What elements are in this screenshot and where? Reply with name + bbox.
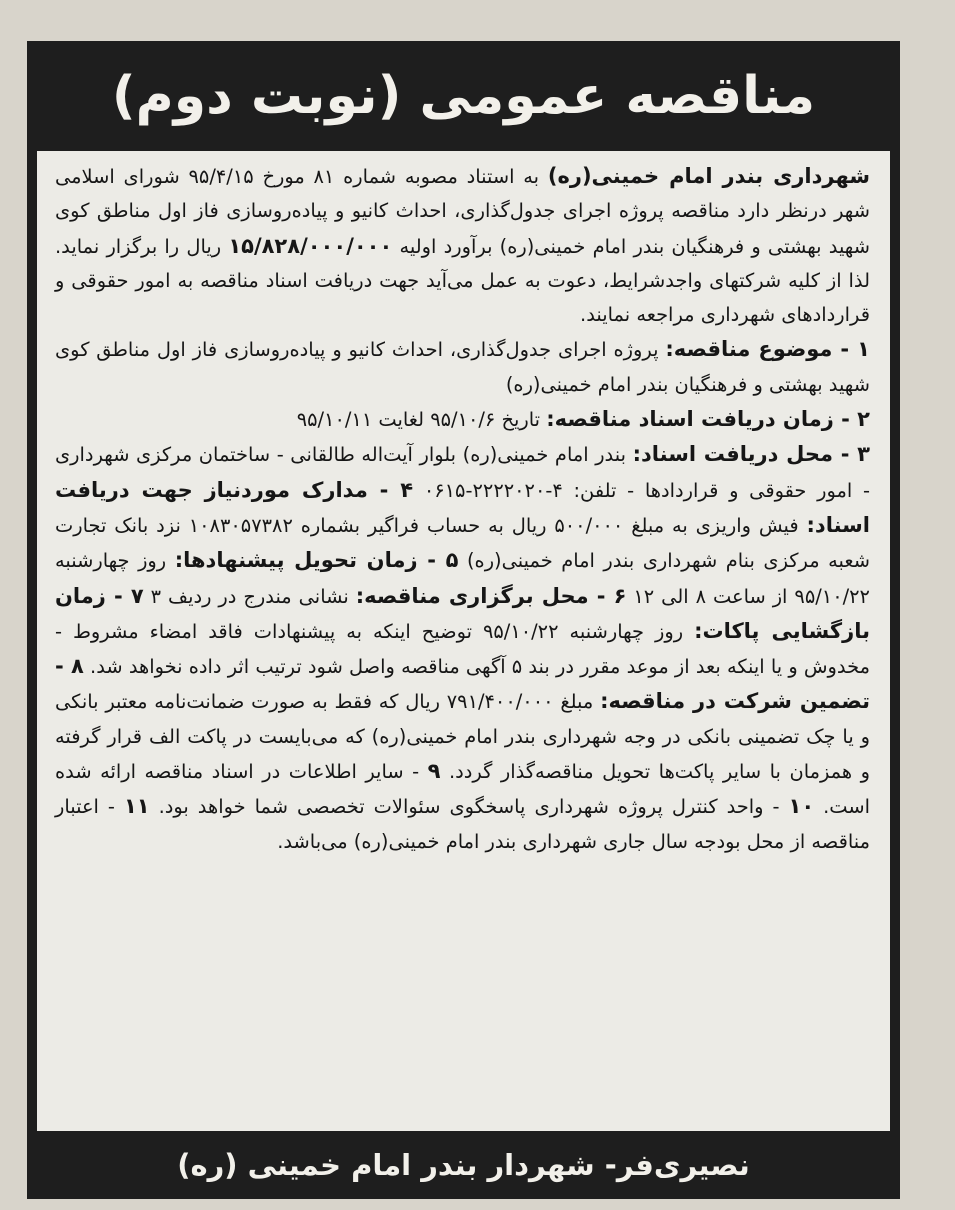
intro-organization: شهرداری بندر امام خمینی(ره) xyxy=(547,164,870,188)
item-text: بندر امام خمینی(ره) بلوار آیت‌اله طالقانی - ساختمان مرکزی شهرداری - امور حقوقی و قراردادها - تلفن: ۴-۲۲۲۲۰۲۰-۰۶۱۵ xyxy=(55,443,870,502)
item-label: ۹ xyxy=(427,759,441,784)
item-label: ۵ - زمان تحویل پیشنهادها: xyxy=(174,548,459,573)
mayor-signature: نصیری‌فر- شهردار بندر امام خمینی (ره) xyxy=(177,1148,750,1182)
item-text: مبلغ ۷۹۱/۴۰۰/۰۰۰ ریال که فقط به صورت ضمانت‌نامه معتبر بانکی و یا چک تضمینی بانکی در وجه شهرداری بندر امام خمینی(ره) که می‌بایست در پاکت الف قرار گرفته و همزمان با سایر پاکت‌ها تحویل مناقصه‌گذار گردد. xyxy=(55,690,870,784)
notice-title: مناقصه عمومی (نوبت دوم) xyxy=(111,66,816,126)
item-text: پروژه اجرای جدول‌گذاری، احداث کانیو و پیاده‌روسازی فاز اول مناطق کوی شهید بهشتی و فرهنگیان بندر امام خمینی(ره) xyxy=(55,338,870,396)
item-text: - سایر اطلاعات در اسناد مناقصه ارائه شده است. xyxy=(55,760,870,819)
item-label: ۴ - مدارک موردنیاز جهت دریافت اسناد: xyxy=(55,477,870,537)
intro-text: به استناد مصوبه شماره ۸۱ مورخ ۹۵/۴/۱۵ شورای اسلامی شهر درنظر دارد مناقصه پروژه اجرای جدول‌گذاری، احداث کانیو و پیاده‌روسازی فاز اول مناطق کوی شهید بهشتی و فرهنگیان بندر امام خمینی(ره) برآورد اولیه xyxy=(55,165,870,258)
estimate-amount: ۱۵/۸۲۸/۰۰۰/۰۰۰ xyxy=(228,233,393,258)
item-label: ۱۰ xyxy=(788,794,815,819)
item-label: ۱ - موضوع مناقصه: xyxy=(665,337,870,362)
notice-body xyxy=(37,151,890,1131)
item-label: ۸ - تضمین شرکت در مناقصه: xyxy=(55,654,870,714)
item-text: روز چهارشنبه ۹۵/۱۰/۲۲ توضیح اینکه به پیشنهادات فاقد امضاء مشروط - مخدوش و یا اینکه بعد از موعد مقرر در بند ۵ آگهی مناقصه واصل شود ترتیب اثر داده نخواهد شد. xyxy=(55,619,870,679)
item-label: ۱۱ xyxy=(123,794,150,819)
item-text: فیش واریزی به مبلغ ۵۰۰/۰۰۰ ریال به حساب فراگیر بشماره ۱۰۸۳۰۵۷۳۸۲ نزد بانک تجارت شعبه مرکزی بنام شهرداری بندر امام خمینی(ره) xyxy=(55,513,870,573)
item-text: - اعتبار مناقصه از محل بودجه سال جاری شهرداری بندر امام خمینی(ره) می‌باشد. xyxy=(55,795,870,853)
signature-bar xyxy=(27,1131,900,1199)
intro-text-2: ریال را برگزار نماید. لذا از کلیه شرکتهای واجدشرایط، دعوت به عمل می‌آید جهت دریافت اسناد مناقصه به امور حقوقی و قراردادهای شهرداری مراجعه نمایند. xyxy=(55,234,870,327)
item-label: ۷ - زمان بازگشایی پاکات: xyxy=(55,583,871,643)
item-label: ۳ - محل دریافت اسناد: xyxy=(632,442,870,467)
item-text: روز چهارشنبه ۹۵/۱۰/۲۲ از ساعت ۸ الی ۱۲ xyxy=(55,549,870,608)
item-label: ۶ - محل برگزاری مناقصه: xyxy=(355,583,627,608)
title-bar xyxy=(27,41,900,151)
notice-text xyxy=(55,159,870,859)
item-text: - واحد کنترل پروژه شهرداری پاسخگوی سئوالات تخصصی شما خواهد بود. xyxy=(149,795,789,819)
tender-notice xyxy=(27,41,900,1199)
item-text: تاریخ ۹۵/۱۰/۶ لغایت ۹۵/۱۰/۱۱ xyxy=(296,408,547,432)
item-label: ۲ - زمان دریافت اسناد مناقصه: xyxy=(546,407,870,432)
item-text: نشانی مندرج در ردیف ۳ xyxy=(143,584,356,608)
